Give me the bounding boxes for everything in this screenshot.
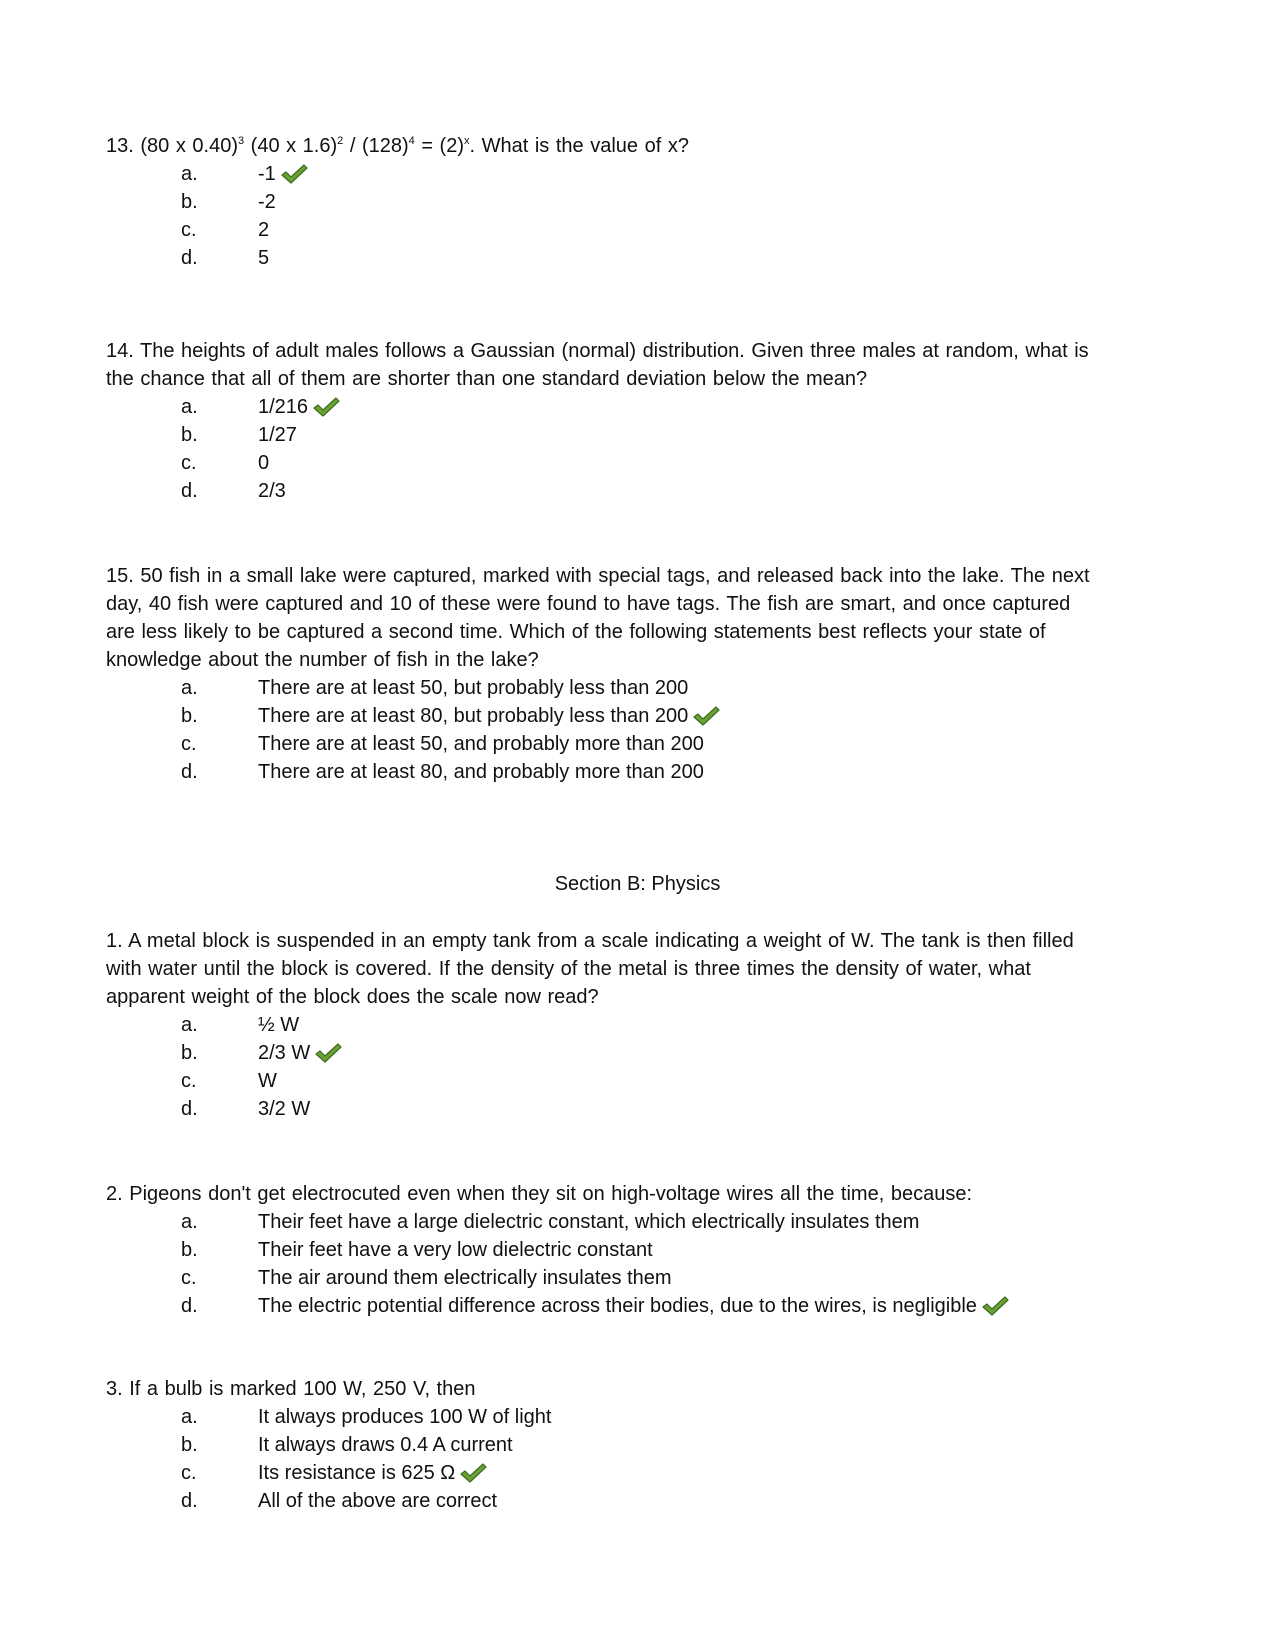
superscript: 2 <box>337 135 344 147</box>
option-c <box>106 216 1181 244</box>
option-b <box>106 1431 1181 1459</box>
option-a <box>106 160 1181 188</box>
option-text: There are at least 80, but probably less than 200 <box>258 705 689 727</box>
option-letter: c. <box>181 452 197 474</box>
option-letter: a. <box>181 1406 198 1428</box>
option-text: 1/27 <box>258 424 297 446</box>
option-a <box>106 393 1181 421</box>
option-d <box>106 244 1181 272</box>
option-letter: a. <box>181 1014 198 1036</box>
stem-line: 3. If a bulb is marked 100 W, 250 V, then <box>106 1378 476 1400</box>
stem-line: day, 40 fish were captured and 10 of these were found to have tags. The fish are smart, and once captured <box>106 593 1071 615</box>
option-text: There are at least 50, and probably more than 200 <box>258 733 704 755</box>
option-text: All of the above are correct <box>258 1490 498 1512</box>
option-text: 2 <box>258 219 270 241</box>
superscript: 3 <box>237 135 245 147</box>
option-letter: a. <box>181 677 198 699</box>
option-text: 0 <box>258 452 270 474</box>
stem-line: are less likely to be captured a second time. Which of the following statements best reflects your state of <box>106 621 1046 643</box>
option-a <box>106 674 1181 702</box>
option-d <box>106 758 1181 786</box>
question-number: 13. <box>106 135 134 157</box>
option-text: Their feet have a large dielectric constant, which electrically insulates them <box>258 1211 920 1233</box>
option-d <box>106 477 1181 505</box>
option-b <box>106 1039 1181 1067</box>
stem-line: knowledge about the number of fish in the lake? <box>106 649 539 671</box>
option-letter: b. <box>181 1042 198 1064</box>
stem-part: / (128) <box>343 135 409 157</box>
question-13 <box>106 132 1181 272</box>
option-text: There are at least 50, but probably less than 200 <box>258 677 689 699</box>
option-letter: b. <box>181 705 198 727</box>
option-text: It always draws 0.4 A current <box>258 1434 513 1456</box>
option-letter: d. <box>181 1098 198 1120</box>
option-text: 3/2 W <box>258 1098 311 1120</box>
option-letter: c. <box>181 1462 197 1484</box>
physics-question-2 <box>106 1180 1181 1320</box>
stem-line: with water until the block is covered. If the density of the metal is three times the density of water, what <box>106 958 1031 980</box>
option-c <box>106 730 1181 758</box>
option-letter: c. <box>181 733 197 755</box>
option-text: Its resistance is 625 Ω <box>258 1462 456 1484</box>
option-text: 5 <box>258 247 270 269</box>
option-b <box>106 702 1181 730</box>
option-letter: c. <box>181 1267 197 1289</box>
checkmark-icon <box>312 396 340 418</box>
option-text: W <box>258 1070 277 1092</box>
question-15 <box>106 562 1181 786</box>
checkmark-icon <box>981 1295 1009 1317</box>
checkmark-icon <box>314 1042 342 1064</box>
option-b <box>106 188 1181 216</box>
option-letter: d. <box>181 1295 198 1317</box>
option-text: -2 <box>258 191 276 213</box>
checkmark-icon <box>692 705 720 727</box>
option-c <box>106 1264 1181 1292</box>
stem-part: = (2) <box>414 135 465 157</box>
option-d <box>106 1095 1181 1123</box>
option-d <box>106 1292 1181 1320</box>
option-a <box>106 1208 1181 1236</box>
option-letter: b. <box>181 1239 198 1261</box>
option-c <box>106 1459 1181 1487</box>
option-text: 2/3 <box>258 480 286 502</box>
stem-line: 1. A metal block is suspended in an empty tank from a scale indicating a weight of W. The tank is then filled <box>106 930 1074 952</box>
option-letter: b. <box>181 424 198 446</box>
option-text: The air around them electrically insulates them <box>258 1267 672 1289</box>
option-text: The electric potential difference across their bodies, due to the wires, is negligible <box>258 1295 977 1317</box>
checkmark-icon <box>459 1462 487 1484</box>
option-letter: a. <box>181 396 198 418</box>
option-letter: b. <box>181 1434 198 1456</box>
option-b <box>106 421 1181 449</box>
option-a <box>106 1403 1181 1431</box>
option-text: 1/216 <box>258 396 309 418</box>
stem-part: (40 x 1.6) <box>244 135 338 157</box>
option-text: -1 <box>258 163 276 185</box>
question-14 <box>106 337 1181 505</box>
stem-line: apparent weight of the block does the scale now read? <box>106 986 599 1008</box>
superscript: x <box>464 135 470 147</box>
stem-line: 15. 50 fish in a small lake were captured, marked with special tags, and released back into the lake. The next <box>106 565 1090 587</box>
option-letter: d. <box>181 480 198 502</box>
question-13-stem <box>106 132 1181 160</box>
superscript: 4 <box>408 135 415 147</box>
stem-line: 14. The heights of adult males follows a Gaussian (normal) distribution. Given three males at random, what is <box>106 340 1089 362</box>
stem-line: 2. Pigeons don't get electrocuted even when they sit on high-voltage wires all the time, because: <box>106 1183 972 1205</box>
stem-part: . What is the value of x? <box>469 135 689 157</box>
option-letter: a. <box>181 1211 198 1233</box>
section-title: Section B: Physics <box>554 873 721 895</box>
option-text: 2/3 W <box>258 1042 311 1064</box>
option-b <box>106 1236 1181 1264</box>
option-letter: d. <box>181 1490 198 1512</box>
option-text: ½ W <box>258 1014 300 1036</box>
option-d <box>106 1487 1181 1515</box>
physics-question-3 <box>106 1375 1181 1515</box>
option-c <box>106 449 1181 477</box>
option-letter: c. <box>181 219 197 241</box>
option-letter: b. <box>181 191 198 213</box>
option-letter: c. <box>181 1070 197 1092</box>
checkmark-icon <box>280 163 308 185</box>
option-a <box>106 1011 1181 1039</box>
option-letter: d. <box>181 247 198 269</box>
stem-line: the chance that all of them are shorter than one standard deviation below the mean? <box>106 368 868 390</box>
stem-part: (80 x 0.40) <box>140 135 238 157</box>
option-letter: a. <box>181 163 198 185</box>
option-text: Their feet have a very low dielectric constant <box>258 1239 653 1261</box>
option-text: There are at least 80, and probably more than 200 <box>258 761 704 783</box>
option-c <box>106 1067 1181 1095</box>
physics-question-1 <box>106 927 1181 1123</box>
option-letter: d. <box>181 761 198 783</box>
option-text: It always produces 100 W of light <box>258 1406 552 1428</box>
